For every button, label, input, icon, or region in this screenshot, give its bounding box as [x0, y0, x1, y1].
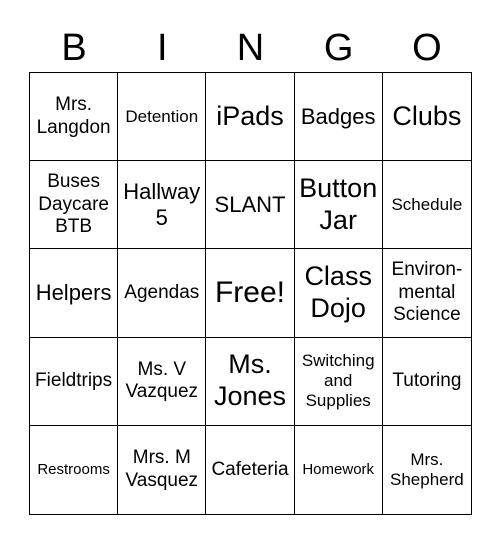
free-space-label: Free!	[214, 276, 285, 310]
cell-label: Homework	[302, 461, 375, 479]
cell-label: Detention	[125, 106, 199, 126]
cell-label: Mrs. Langdon	[36, 94, 111, 138]
cell-label: iPads	[216, 100, 284, 131]
bingo-cell[interactable]	[118, 249, 206, 337]
cell-label: Mrs. Shepherd	[390, 449, 464, 489]
cell-label: Cafeteria	[211, 458, 289, 480]
cell-label: Mrs. M Vasquez	[125, 447, 199, 491]
bingo-cell[interactable]	[30, 338, 118, 426]
cell-label: Clubs	[392, 100, 462, 131]
cell-label: Helpers	[35, 280, 112, 306]
bingo-cell[interactable]	[118, 426, 206, 514]
cell-label: Ms. Jones	[213, 349, 287, 412]
cell-label: Environ- mental Science	[391, 259, 463, 326]
bingo-cell[interactable]	[118, 161, 206, 249]
bingo-cell[interactable]	[295, 426, 383, 514]
bingo-cell[interactable]	[295, 73, 383, 161]
bingo-cell[interactable]	[383, 426, 471, 514]
cell-label: Switching and Supplies	[301, 351, 375, 411]
cell-label: Tutoring	[392, 369, 462, 391]
bingo-cell[interactable]	[30, 73, 118, 161]
cell-label: Buses Daycare BTB	[38, 171, 109, 237]
bingo-cell[interactable]	[383, 249, 471, 337]
bingo-cell[interactable]	[383, 73, 471, 161]
header-letter-g: G	[323, 27, 354, 69]
bingo-cell[interactable]	[30, 161, 118, 249]
cell-label: Agendas	[124, 281, 200, 303]
header-letter-n: N	[236, 27, 265, 69]
cell-label: Hallway 5	[123, 178, 201, 230]
cell-label: Restrooms	[37, 461, 110, 479]
bingo-cell[interactable]	[383, 338, 471, 426]
bingo-cell[interactable]	[118, 73, 206, 161]
bingo-cell[interactable]	[30, 249, 118, 337]
cell-label: Button Jar	[299, 172, 378, 235]
bingo-cell[interactable]	[295, 161, 383, 249]
header-letter-o: O	[412, 27, 442, 69]
cell-label: SLANT	[214, 191, 286, 217]
bingo-board	[29, 72, 472, 515]
bingo-cell[interactable]	[206, 73, 294, 161]
cell-label: Schedule	[391, 194, 463, 214]
cell-label: Ms. V Vazquez	[125, 358, 199, 403]
bingo-cell[interactable]	[295, 338, 383, 426]
cell-label: Badges	[300, 103, 376, 129]
bingo-cell[interactable]	[206, 249, 294, 337]
bingo-cell[interactable]	[383, 161, 471, 249]
bingo-cell[interactable]	[118, 338, 206, 426]
cell-label: Fieldtrips	[35, 369, 113, 391]
bingo-cell[interactable]	[295, 249, 383, 337]
header-letter-i: I	[157, 27, 168, 69]
bingo-cell[interactable]	[30, 426, 118, 514]
bingo-header	[30, 24, 471, 72]
bingo-cell[interactable]	[206, 426, 294, 514]
bingo-cell[interactable]	[206, 161, 294, 249]
cell-label: Class Dojo	[304, 261, 372, 323]
header-letter-b: B	[61, 27, 87, 69]
bingo-cell[interactable]	[206, 338, 294, 426]
